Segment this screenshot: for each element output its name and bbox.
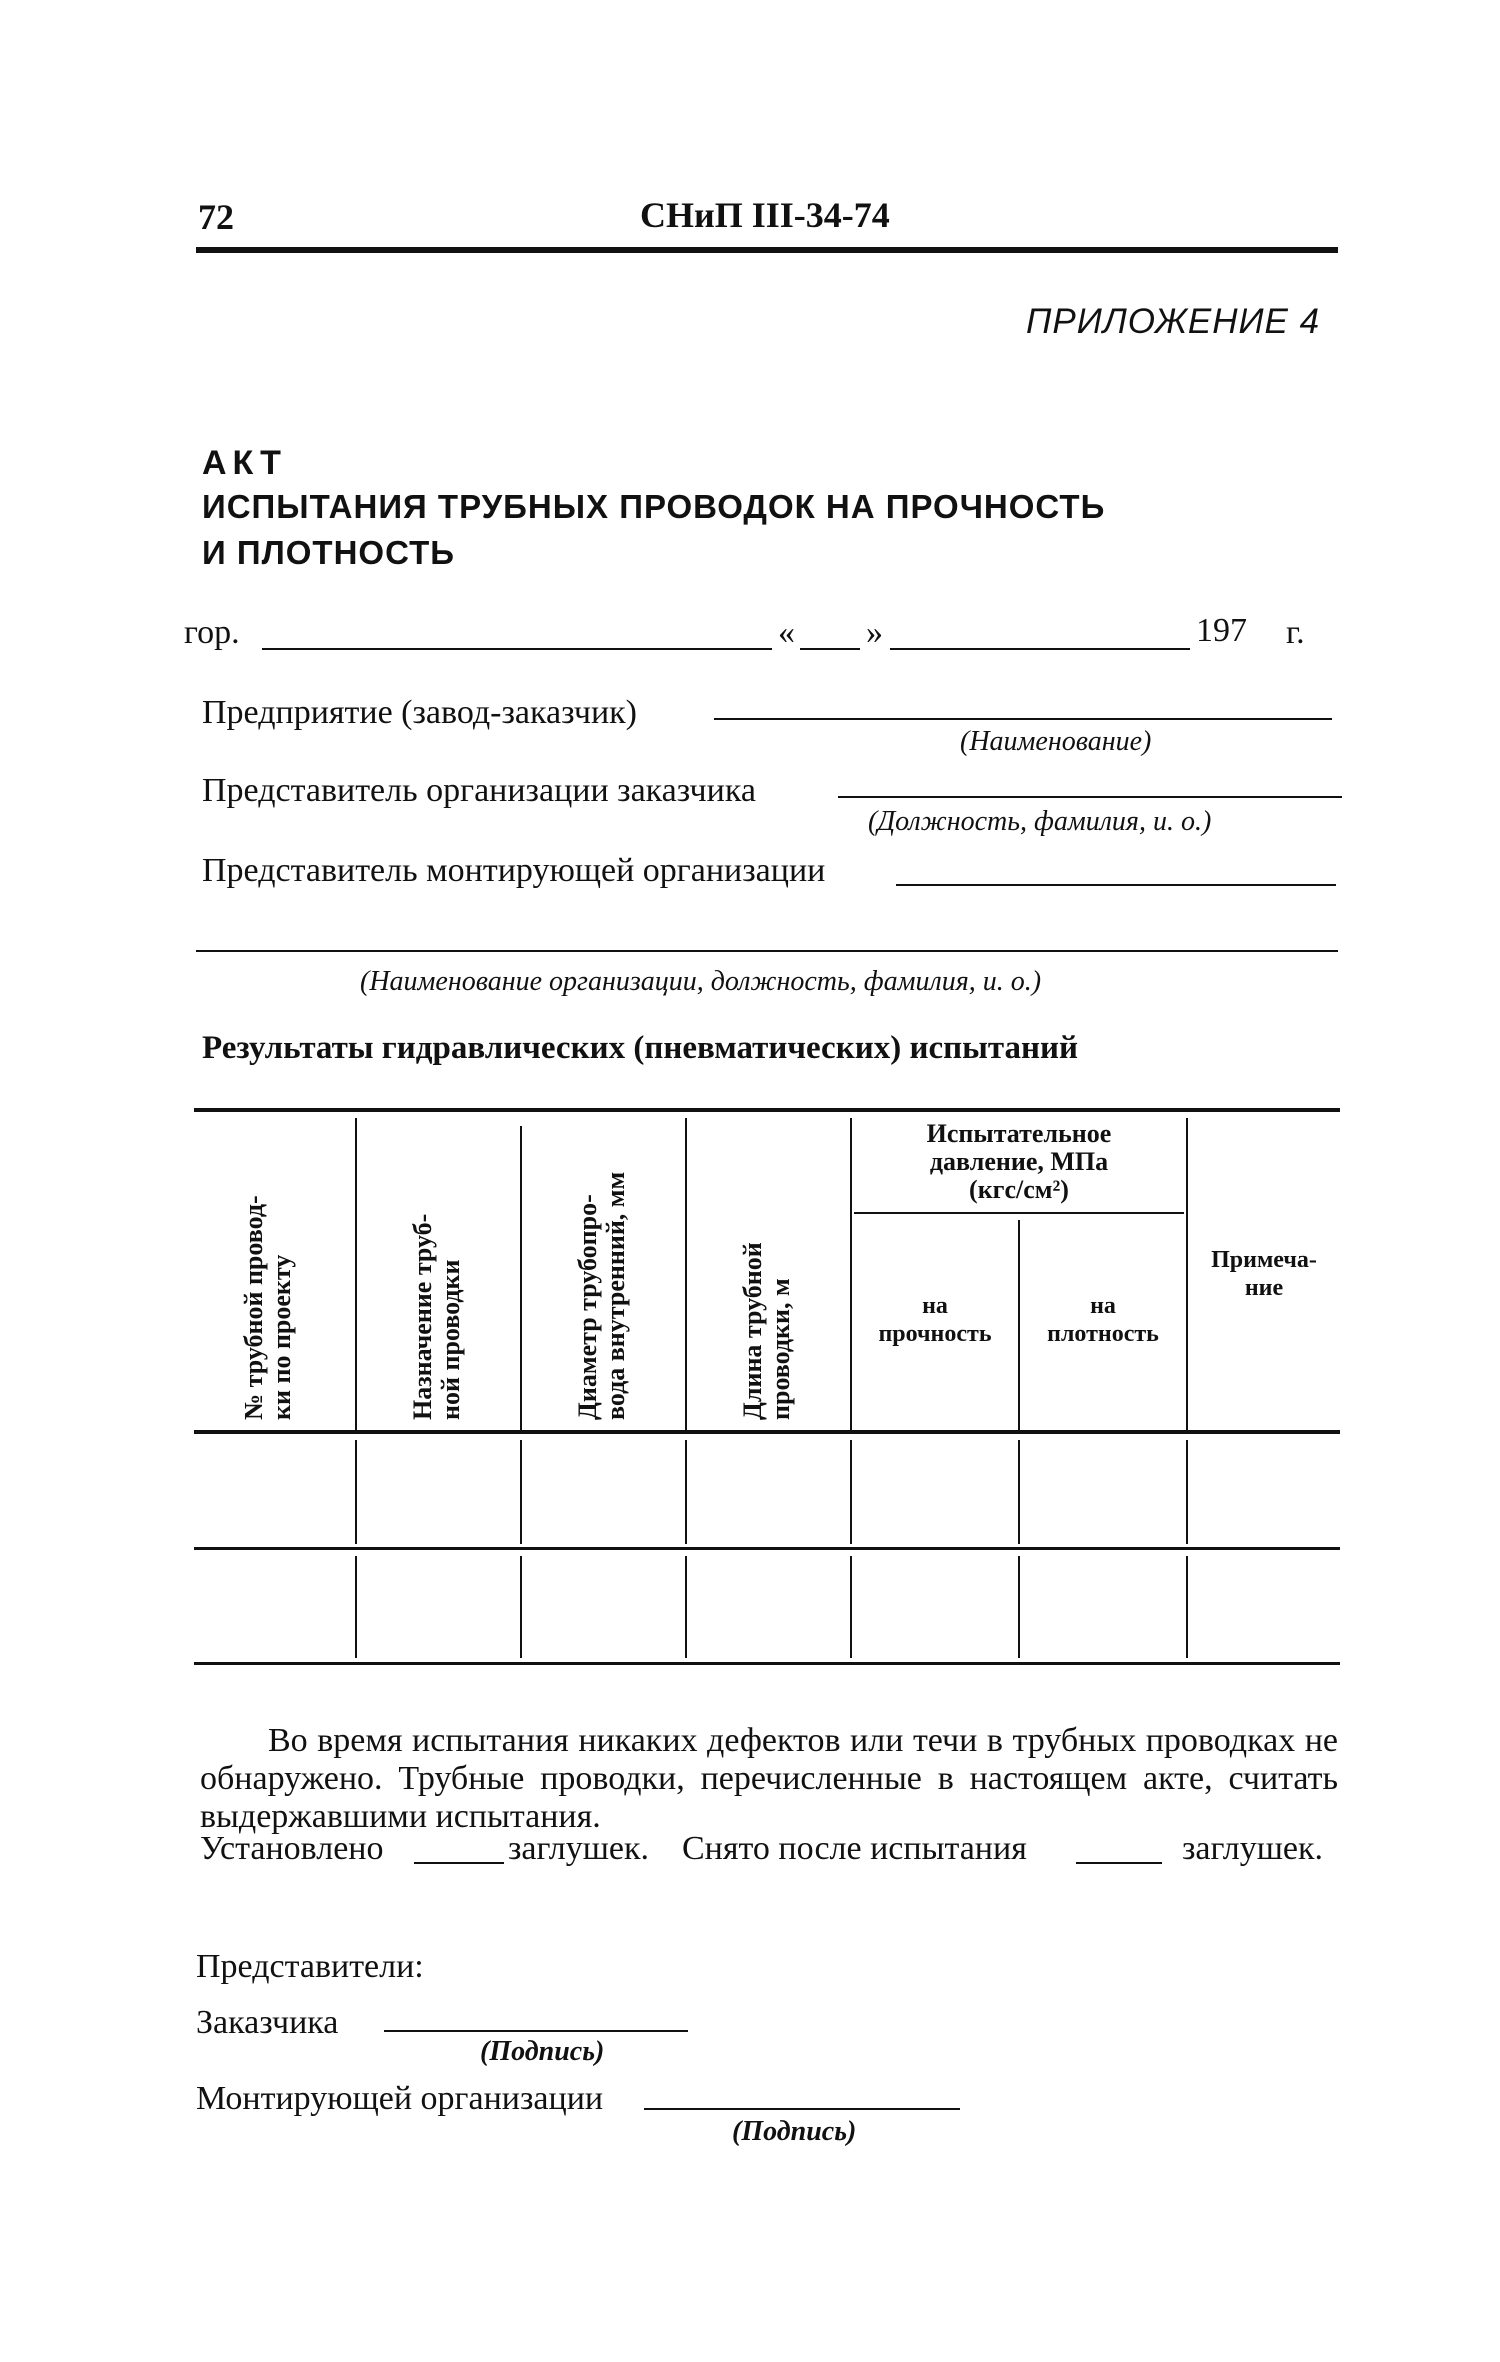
city-label: гор. bbox=[184, 614, 240, 651]
col-header-diameter: Диаметр трубопро- вода внутренний, мм bbox=[573, 1171, 630, 1420]
quote-open: « bbox=[778, 614, 795, 651]
table-bottom-rule bbox=[194, 1662, 1340, 1665]
year-label: 197 bbox=[1196, 612, 1247, 649]
header-rule bbox=[196, 247, 1338, 253]
table-top-rule bbox=[194, 1108, 1340, 1112]
customer-signature-label: Заказчика bbox=[196, 2004, 339, 2041]
row1-divider-5 bbox=[1018, 1440, 1020, 1544]
document-code: СНиП III-34-74 bbox=[640, 195, 890, 235]
row2-divider-5 bbox=[1018, 1556, 1020, 1658]
year-suffix: г. bbox=[1286, 614, 1305, 651]
plugs-word-2: заглушек. bbox=[1182, 1830, 1323, 1867]
installer-signature-hint: (Подпись) bbox=[732, 2116, 857, 2147]
customer-rep-label: Представитель организации заказчика bbox=[202, 772, 756, 809]
customer-rep-field-line[interactable] bbox=[838, 796, 1342, 798]
col-header-length: Длина трубной проводки, м bbox=[738, 1242, 795, 1420]
row2-divider-6 bbox=[1186, 1556, 1188, 1658]
table-header-bottom-rule bbox=[194, 1430, 1340, 1434]
table-row-rule bbox=[194, 1547, 1340, 1550]
col-header-tightness: на плотность bbox=[1047, 1293, 1159, 1347]
removed-label: Снято после испытания bbox=[682, 1830, 1027, 1867]
enterprise-label: Предприятие (завод-заказчик) bbox=[202, 694, 637, 731]
signatures-heading: Представители: bbox=[196, 1948, 424, 1985]
customer-signature-hint: (Подпись) bbox=[480, 2036, 605, 2067]
row2-divider-4 bbox=[850, 1556, 852, 1658]
conclusion-paragraph: Во время испытания никаких дефектов или течи в трубных проводках не обнаружено. Трубные проводки, перечисленные в настоящем акте, считать выдержавшими испытания. bbox=[200, 1722, 1338, 1835]
col-divider-3 bbox=[685, 1118, 687, 1430]
removed-count-field[interactable] bbox=[1076, 1862, 1162, 1864]
row1-divider-6 bbox=[1186, 1440, 1188, 1544]
plugs-word: заглушек. bbox=[508, 1830, 649, 1867]
customer-rep-hint: (Должность, фамилия, и. о.) bbox=[868, 806, 1212, 837]
act-subtitle-line2: И ПЛОТНОСТЬ bbox=[202, 534, 455, 571]
enterprise-hint: (Наименование) bbox=[960, 726, 1152, 757]
installer-rep-field-line[interactable] bbox=[896, 884, 1336, 886]
installer-rep-label: Представитель монтирующей организации bbox=[202, 852, 826, 889]
month-field-line[interactable] bbox=[890, 648, 1190, 650]
appendix-label: ПРИЛОЖЕНИЕ 4 bbox=[1026, 302, 1321, 341]
installer-rep-hint: (Наименование организации, должность, фамилия, и. о.) bbox=[360, 966, 1042, 997]
results-heading: Результаты гидравлических (пневматических) испытаний bbox=[202, 1030, 1079, 1066]
row1-divider-1 bbox=[355, 1440, 357, 1544]
row2-divider-3 bbox=[685, 1556, 687, 1658]
col-header-note: Примеча- ние bbox=[1211, 1247, 1317, 1301]
installed-label: Установлено bbox=[200, 1830, 384, 1867]
act-title: АКТ bbox=[202, 444, 287, 482]
row2-divider-1 bbox=[355, 1556, 357, 1658]
page-number: 72 bbox=[198, 197, 234, 237]
col-divider-1 bbox=[355, 1118, 357, 1430]
col-header-purpose: Назначение труб- ной проводки bbox=[408, 1213, 465, 1420]
pressure-group-rule bbox=[854, 1212, 1184, 1214]
enterprise-field-line[interactable] bbox=[714, 718, 1332, 720]
installed-count-field[interactable] bbox=[414, 1862, 504, 1864]
installer-signature-field[interactable] bbox=[644, 2108, 960, 2110]
installer-signature-label: Монтирующей организации bbox=[196, 2080, 604, 2117]
col-header-strength: на прочность bbox=[878, 1293, 992, 1347]
day-field-line[interactable] bbox=[800, 648, 860, 650]
installer-rep-field-line-2[interactable] bbox=[196, 950, 1338, 952]
col-divider-2 bbox=[520, 1126, 522, 1430]
quote-close: » bbox=[866, 614, 883, 651]
col-header-line-number: № трубной провод- ки по проекту bbox=[239, 1195, 296, 1420]
customer-signature-field[interactable] bbox=[384, 2030, 688, 2032]
act-subtitle-line1: ИСПЫТАНИЯ ТРУБНЫХ ПРОВОДОК НА ПРОЧНОСТЬ bbox=[202, 488, 1106, 525]
row2-divider-2 bbox=[520, 1556, 522, 1658]
row1-divider-3 bbox=[685, 1440, 687, 1544]
row1-divider-2 bbox=[520, 1440, 522, 1544]
city-field-line[interactable] bbox=[262, 648, 772, 650]
row1-divider-4 bbox=[850, 1440, 852, 1544]
col-header-pressure-group: Испытательное давление, МПа (кгс/см²) bbox=[926, 1119, 1112, 1204]
